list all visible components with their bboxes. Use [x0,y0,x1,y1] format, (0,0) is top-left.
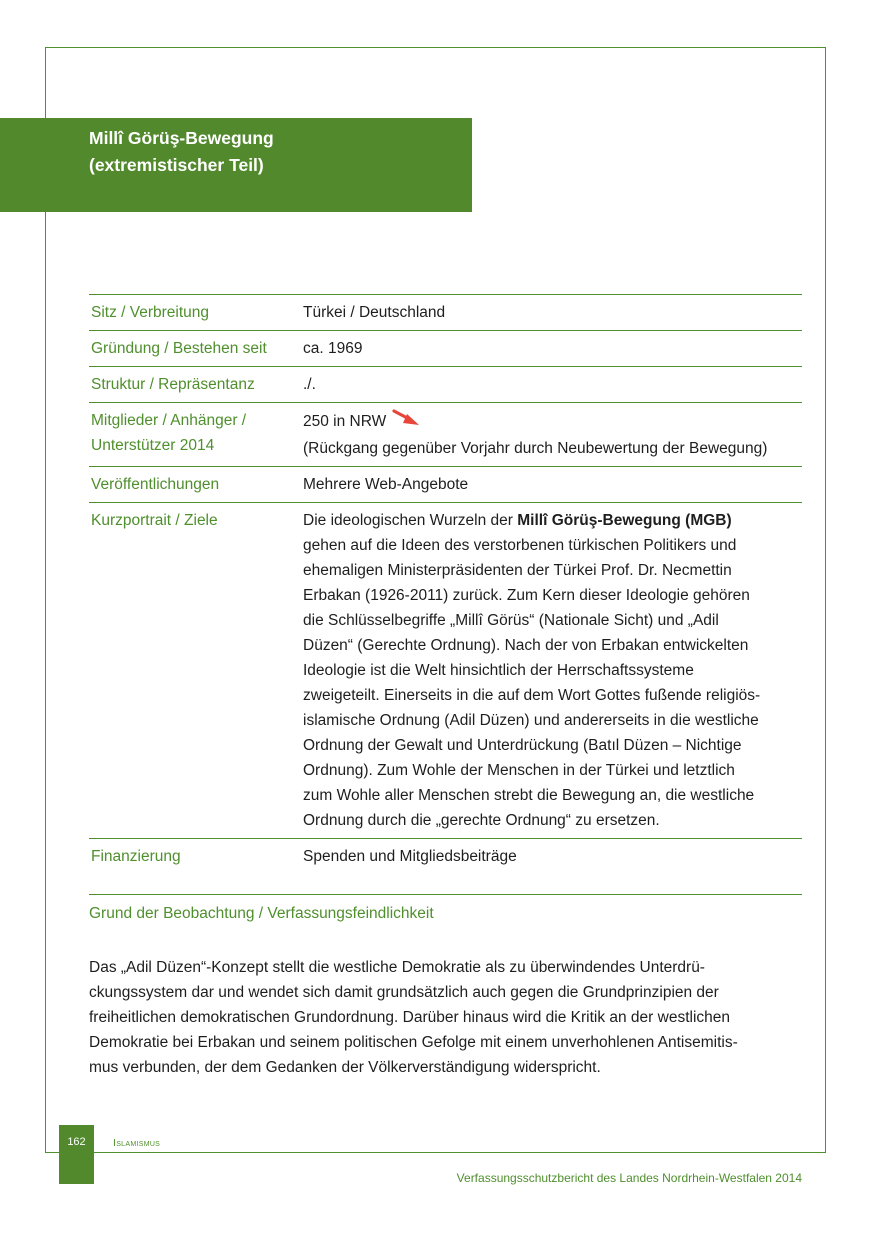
paragraph-line: ckungssystem dar und wendet sich damit grundsätzlich auch gegen die Grundprinzipien der [89,984,719,1001]
row-label [89,295,303,330]
table-row-sitz [89,295,802,331]
row-label [89,403,303,466]
row-label [89,367,303,402]
value-text: 250 in NRW [303,413,387,431]
page-number: 162 [59,1125,94,1184]
table-row-finanzierung [89,839,802,874]
value-line: die Schlüsselbegriffe „Millî Görüs“ (Nationale Sicht) und „Adil [303,612,719,629]
row-value [303,331,802,366]
label-text: Kurzportrait / Ziele [91,512,218,529]
label-text: Struktur / Repräsentanz [91,376,255,393]
row-value [303,367,802,402]
value-text: Türkei / Deutschland [303,304,446,321]
row-value [303,839,802,874]
label-text: Sitz / Verbreitung [91,304,210,321]
value-line: Ordnung durch die „gerechte Ordnung“ zu ersetzen. [303,812,660,829]
value-line [303,508,802,533]
label-text: Unterstützer 2014 [91,437,215,454]
info-table [89,294,802,874]
value-text: Spenden und Mitgliedsbeiträge [303,848,517,865]
value-text: Die ideologischen Wurzeln der [303,512,518,529]
value-line-with-trend [303,408,802,436]
section-label: Islamismus [113,1137,161,1149]
body-paragraph [89,955,802,1080]
row-label [89,467,303,502]
label-text: Gründung / Bestehen seit [91,340,267,357]
value-line: Ordnung). Zum Wohle der Menschen in der Türkei und letztlich [303,762,735,779]
value-text: ./. [303,376,316,393]
value-text: (Rückgang gegenüber Vorjahr durch Neubewertung der Bewegung) [303,440,768,457]
value-line: Düzen“ (Gerechte Ordnung). Nach der von Erbakan entwickelten [303,637,749,654]
value-line: Ideologie ist die Welt hinsichtlich der Herrschaftssysteme [303,662,694,679]
row-value [303,403,802,466]
value-text: Mehrere Web-Angebote [303,476,469,493]
table-row-struktur [89,367,802,403]
row-value [303,467,802,502]
table-row-kurzportrait [89,503,802,839]
paragraph-line: mus verbunden, der dem Gedanken der Völkerverständigung widerspricht. [89,1059,601,1076]
label-text: Mitglieder / Anhänger / [91,412,247,429]
page-title [89,125,459,179]
value-text: ca. 1969 [303,340,363,357]
report-footer: Verfassungsschutzbericht des Landes Nordrhein-Westfalen 2014 [456,1171,802,1185]
value-line: Erbakan (1926-2011) zurück. Zum Kern dieser Ideologie gehören [303,587,750,604]
value-line: ehemaligen Ministerpräsidenten der Türkei Prof. Dr. Necmettin [303,562,732,579]
label-text: Finanzierung [91,848,181,865]
title-line-2: (extremistischer Teil) [89,155,264,175]
label-text: Veröffentlichungen [91,476,220,493]
red-down-arrow-icon [392,408,422,436]
table-row-gruendung [89,331,802,367]
title-banner [0,118,472,212]
row-label [89,331,303,366]
row-label [89,503,303,838]
value-line: zweigeteilt. Einerseits in die auf dem Wort Gottes fußende religiös- [303,687,761,704]
value-line: gehen auf die Ideen des verstorbenen türkischen Politikers und [303,537,737,554]
row-label [89,839,303,874]
title-line-1: Millî Görüş-Bewegung [89,128,274,148]
row-value [303,295,802,330]
table-row-veroeffentlichungen [89,467,802,503]
table-row-mitglieder [89,403,802,467]
section-heading: Grund der Beobachtung / Verfassungsfeindlichkeit [89,894,802,924]
paragraph-line: Das „Adil Düzen“-Konzept stellt die westliche Demokratie als zu überwindendes Unterdrü- [89,959,705,976]
paragraph-line: freiheitlichen demokratischen Grundordnung. Darüber hinaus wird die Kritik an der westlichen [89,1009,731,1026]
paragraph-line: Demokratie bei Erbakan und seinem politischen Gefolge mit einem unverhohlenen Antisemitis- [89,1034,738,1051]
value-line: islamische Ordnung (Adil Düzen) und andererseits in die westliche [303,712,759,729]
value-line: zum Wohle aller Menschen strebt die Bewegung an, die westliche [303,787,755,804]
value-bold-text: Millî Görüş-Bewegung (MGB) [517,512,732,529]
value-line: Ordnung der Gewalt und Unterdrückung (Batıl Düzen – Nichtige [303,737,742,754]
row-value [303,503,802,838]
